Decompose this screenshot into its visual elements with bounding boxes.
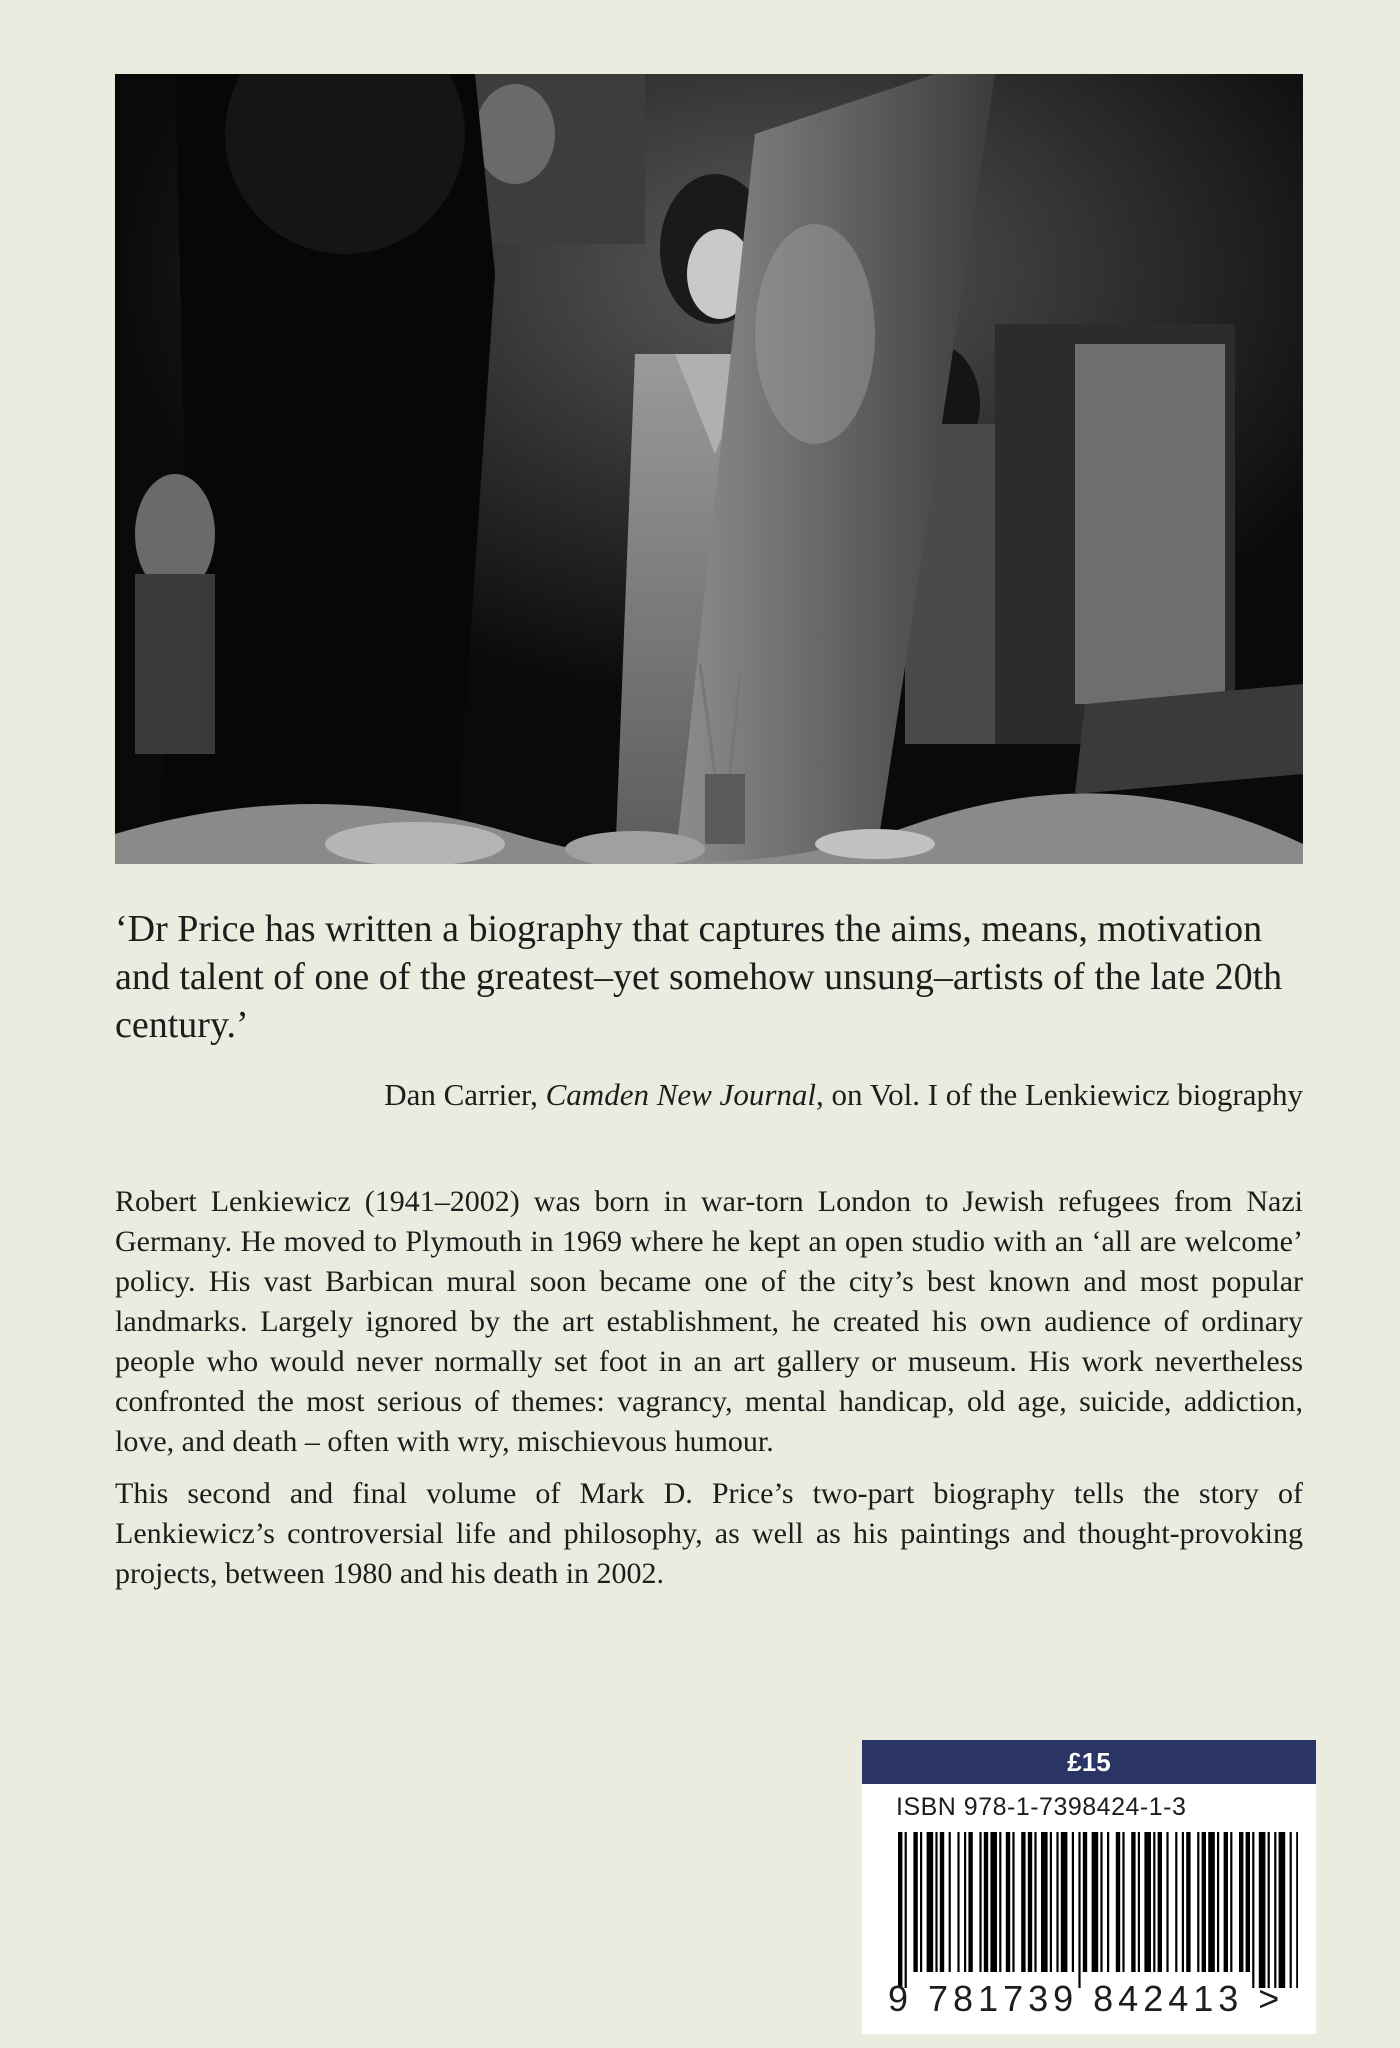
barcode-bar xyxy=(940,1832,944,1972)
barcode-bar xyxy=(990,1832,997,1972)
barcode-bar xyxy=(920,1832,922,1972)
book-description xyxy=(115,1182,1303,1606)
review-quote: ‘Dr Price has written a biography that captures the aims, means, motivation and talent of one of the greatest–yet somehow unsung–artists of the late 20th century.’ xyxy=(115,908,1283,1046)
description-paragraph-2: This second and final volume of Mark D. Price’s two-part biography tells the story of Lenkiewicz’s controversial life and philosophy, as well as his paintings and thought-provoking projects, between 1980 and his death in 2002. xyxy=(115,1477,1303,1590)
barcode-bar xyxy=(979,1832,981,1972)
barcode-bar xyxy=(1259,1832,1266,1988)
barcode-bar xyxy=(1158,1832,1162,1972)
barcode-bar xyxy=(1107,1832,1109,1972)
barcode-bar xyxy=(1239,1832,1243,1972)
barcode-bar xyxy=(1078,1832,1080,1988)
attribution-publication: Camden New Journal xyxy=(545,1077,816,1112)
barcode-bar xyxy=(1279,1832,1286,1988)
barcode-panel xyxy=(862,1740,1316,2034)
barcode-bar xyxy=(1021,1832,1025,1972)
barcode-bar xyxy=(984,1832,988,1972)
barcode-bar xyxy=(1012,1832,1014,1972)
barcode-bar xyxy=(1028,1832,1032,1972)
barcode-bar xyxy=(1202,1832,1206,1972)
barcode-bar xyxy=(1208,1832,1215,1972)
barcode-bar xyxy=(1131,1832,1135,1972)
barcode-bar xyxy=(1092,1832,1099,1972)
description-paragraph-1: Robert Lenkiewicz (1941–2002) was born in war-torn London to Jewish refugees from Nazi Germany. He moved to Plymouth in 1969 where he kept an open studio with an ‘all are welcome’ policy. His vast Barbican mural soon became one of the city’s best known and most popular landmarks. Largely ignored by the art establishment, he created his own audience of ordinary people who would never normally set foot in an art gallery or museum. His work nevertheless confronted the most serious of themes: vagrancy, mental handicap, old age, suicide, addiction, love, and death – often with wry, mischievous humour. xyxy=(115,1185,1303,1458)
barcode-bar xyxy=(913,1832,917,1972)
barcode-bar xyxy=(1268,1832,1270,1988)
barcode-bar xyxy=(1290,1832,1292,1988)
barcode-bar xyxy=(949,1832,951,1972)
barcode-bar xyxy=(898,1832,902,1988)
barcode-bar xyxy=(1144,1832,1151,1972)
studio-photo-image xyxy=(115,74,1303,864)
barcode-bar xyxy=(1186,1832,1190,1972)
isbn-number: ISBN 978-1-7398424-1-3 xyxy=(896,1793,1187,1821)
barcode-bar xyxy=(1217,1832,1219,1972)
price-label: £15 xyxy=(862,1740,1316,1784)
barcode-digits: 9 781739 842413 > xyxy=(888,1978,1285,2019)
barcode-bar xyxy=(968,1832,972,1972)
attribution-note: , on Vol. I of the Lenkiewicz biography xyxy=(816,1077,1303,1112)
barcode-icon xyxy=(898,1832,1298,1988)
attribution-author: Dan Carrier, xyxy=(384,1077,546,1112)
barcode-bar xyxy=(1296,1832,1298,1988)
barcode-bar xyxy=(1100,1832,1102,1972)
barcode-bar xyxy=(1182,1832,1184,1972)
barcode-bar xyxy=(1175,1832,1177,1972)
quote-attribution xyxy=(115,1075,1303,1115)
barcode-bar xyxy=(1274,1832,1276,1988)
barcode-bar xyxy=(964,1832,966,1972)
barcode-bar xyxy=(1138,1832,1140,1972)
barcode-bar xyxy=(1041,1832,1048,1972)
barcode-bar xyxy=(927,1832,934,1972)
barcode-bar xyxy=(1061,1832,1068,1972)
barcode-bar xyxy=(1224,1832,1228,1972)
barcode-bar xyxy=(905,1832,907,1988)
cover-photo xyxy=(115,74,1303,864)
barcode-bar xyxy=(1050,1832,1052,1972)
barcode-bar xyxy=(1083,1832,1087,1972)
barcode-bar xyxy=(957,1832,959,1972)
barcode-bar xyxy=(1197,1832,1199,1972)
barcode-bar xyxy=(1116,1832,1120,1972)
barcode-bar xyxy=(1153,1832,1155,1972)
barcode-bar xyxy=(1166,1832,1168,1972)
barcode-bar xyxy=(1034,1832,1036,1972)
barcode-bar xyxy=(999,1832,1001,1972)
barcode-bar xyxy=(1072,1832,1074,1972)
barcode-bar xyxy=(1230,1832,1232,1972)
barcode-bar xyxy=(1246,1832,1250,1972)
barcode-bar xyxy=(1252,1832,1254,1988)
barcode-bar xyxy=(1122,1832,1124,1972)
barcode-bar xyxy=(1056,1832,1058,1972)
barcode-bar xyxy=(935,1832,937,1972)
barcode-bar xyxy=(1006,1832,1010,1972)
